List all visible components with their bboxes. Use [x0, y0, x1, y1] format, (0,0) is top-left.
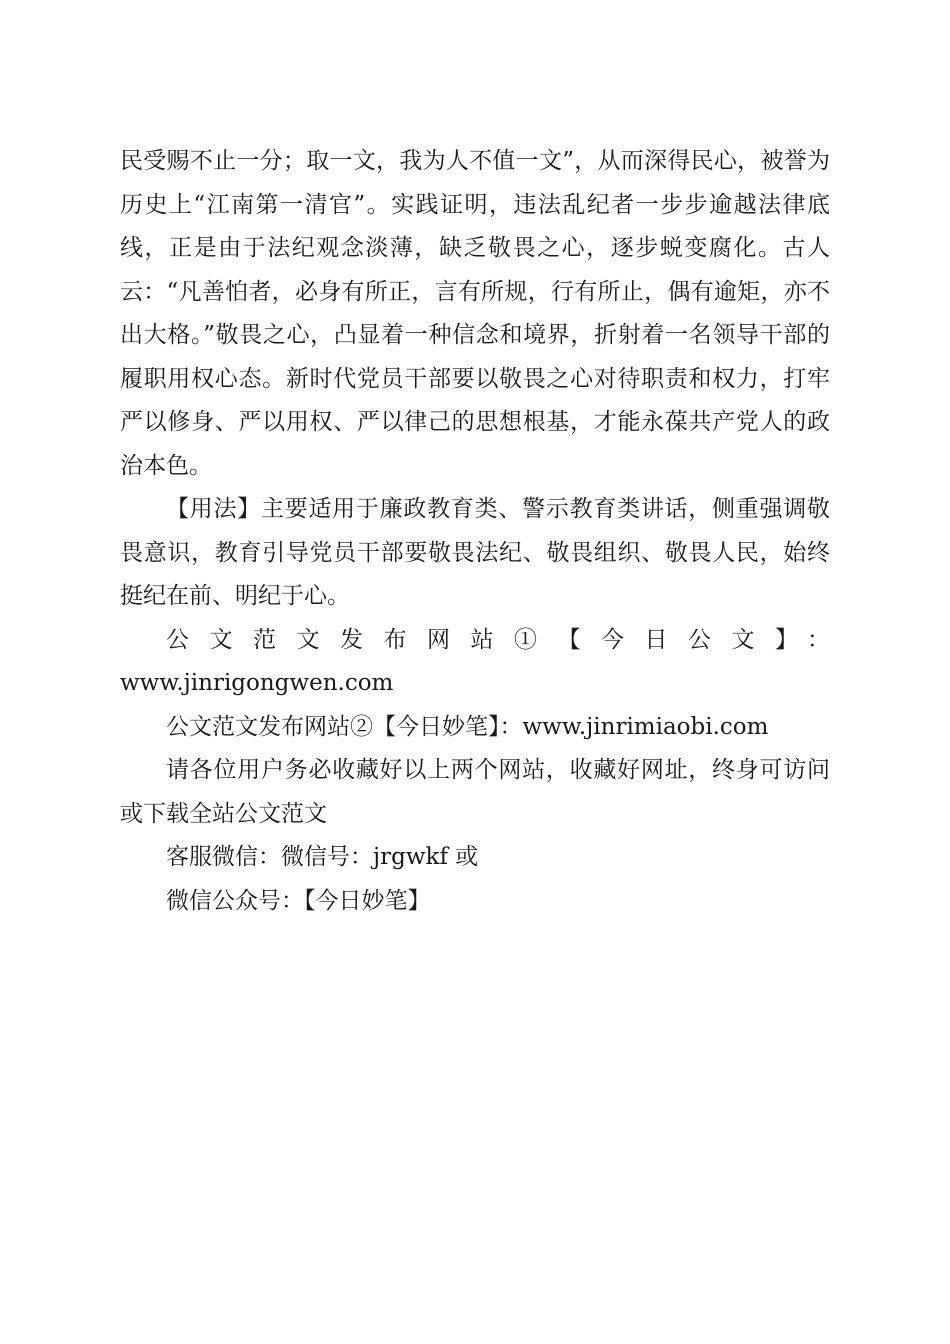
site1-label: 公文范文发布网站①【今日公文】：	[166, 626, 830, 653]
site1-url: www.jinrigongwen.com	[120, 670, 394, 696]
wechat-official-account: 微信公众号：【今日妙笔】	[166, 887, 431, 914]
document-body	[120, 140, 830, 923]
wechat-service: 客服微信：微信号：jrgwkf 或	[166, 844, 479, 870]
paragraph-body: 民受赐不止一分；取一文，我为人不值一文”，从而深得民心，被誉为历史上“江南第一清官”。实践证明，违法乱纪者一步步逾越法律底线，正是由于法纪观念淡薄，缺乏敬畏之心，逐步蜕变腐化。古人云：“凡善怕者，必身有所正，言有所规，行有所止，偶有逾矩，亦不出大格。”敬畏之心，凸显着一种信念和境界，折射着一名领导干部的履职用权心态。新时代党员干部要以敬畏之心对待职责和权力，打牢严以修身、严以用权、严以律己的思想根基，才能永葆共产党人的政治本色。	[120, 148, 830, 479]
site2-line: 公文范文发布网站②【今日妙笔】：www.jinrimiaobi.com	[166, 713, 769, 740]
paragraph-usage: 【用法】主要适用于廉政教育类、警示教育类讲话，侧重强调敬畏意识，教育引导党员干部要敬畏法纪、敬畏组织、敬畏人民，始终挺纪在前、明纪于心。	[120, 496, 830, 609]
bookmark-notice: 请各位用户务必收藏好以上两个网站，收藏好网址，终身可访问或下载全站公文范文	[120, 757, 830, 827]
